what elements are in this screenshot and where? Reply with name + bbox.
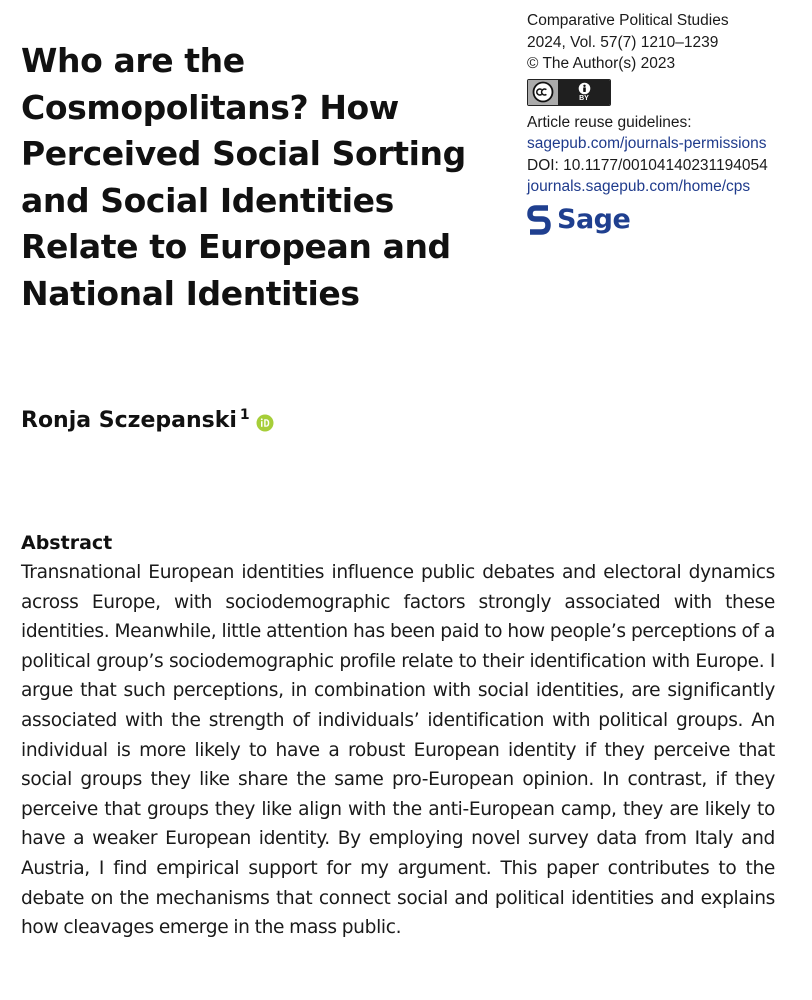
journal-home-link[interactable]: journals.sagepub.com/home/cps — [527, 178, 751, 195]
doi-line: DOI: 10.1177/00104140231194054 — [527, 156, 768, 174]
journal-meta — [527, 10, 807, 236]
volume-line: 2024, Vol. 57(7) 1210–1239 — [527, 33, 719, 51]
copyright-line: © The Author(s) 2023 — [527, 55, 676, 72]
sage-wordmark: Sage — [557, 203, 631, 235]
by-attribution — [558, 80, 610, 105]
cc-icon — [528, 80, 558, 105]
cc-by-license-badge[interactable] — [527, 79, 611, 106]
orcid-icon[interactable] — [256, 414, 274, 432]
reuse-label: Article reuse guidelines: — [527, 113, 692, 131]
affiliation-mark: 1 — [239, 407, 250, 423]
author-line — [21, 406, 274, 436]
sage-logo — [527, 204, 807, 236]
permissions-link[interactable]: sagepub.com/journals-permissions — [527, 135, 767, 152]
journal-name: Comparative Political Studies — [527, 12, 729, 29]
article-title: Who are the Cosmopolitans? How Perceived Social Sorting and Social Identities Relate to European and National Identities — [21, 41, 466, 313]
attribution-person-icon — [578, 82, 591, 95]
sage-s-icon — [527, 204, 551, 236]
abstract-body: Transnational European identities influence public debates and electoral dynamics across Europe, with sociodemographic factors strongly associated with these identities. Meanwhile, little attention has been paid to how people’s perceptions of a political group’s sociodemographic profile relate to their identification with Europe. I argue that such perceptions, in combination with social identities, are significantly associated with the strength of individuals’ identification with political groups. An individual is more likely to have a robust European identity if they perceive that social groups they like share the same pro-European opinion. In contrast, if they perceive that groups they like align with the anti-European camp, they are likely to have a weaker European identity. By employing novel survey data from Italy and Austria, I find empirical support for my argument. This paper contributes to the debate on the mechanisms that connect social and political identities and explains how cleavages emerge in the mass public. — [21, 562, 775, 939]
by-label: BY — [579, 94, 589, 102]
abstract-heading: Abstract — [21, 532, 113, 554]
abstract-section — [21, 530, 775, 943]
author-name: Ronja Sczepanski — [21, 408, 237, 433]
